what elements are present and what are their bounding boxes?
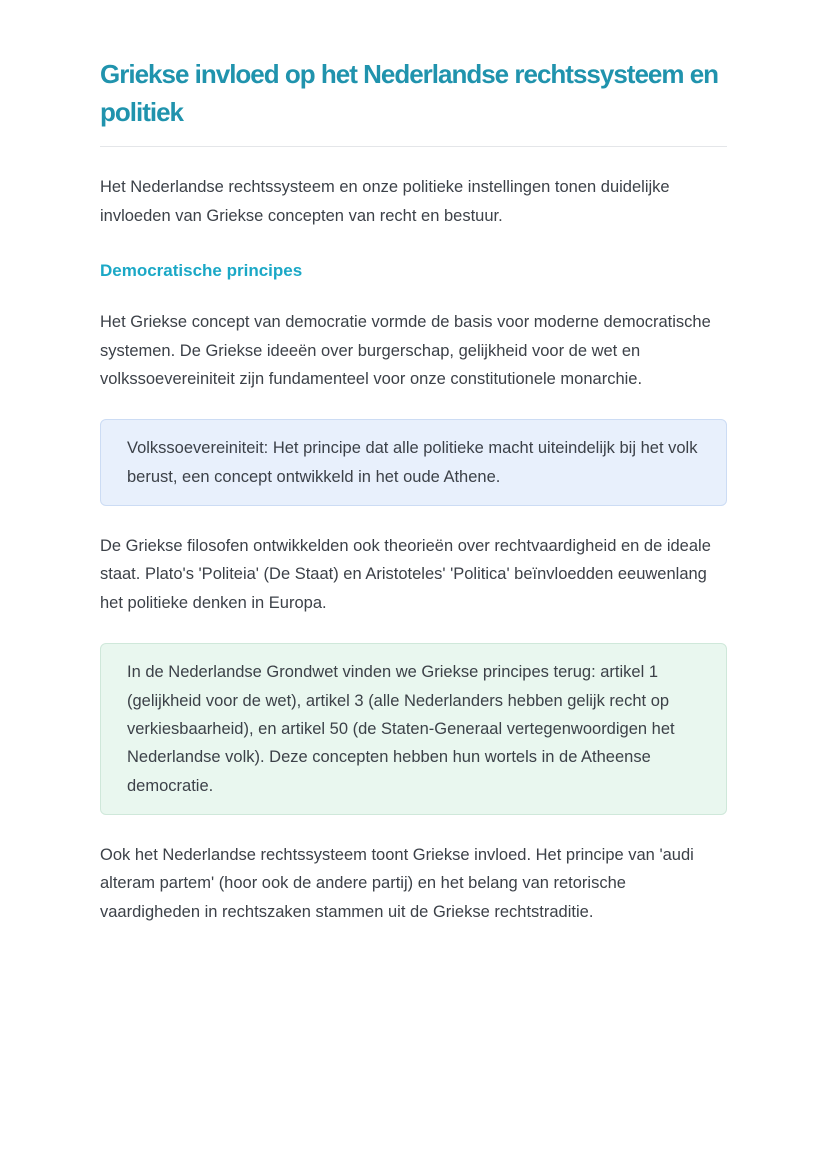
section-heading-democratische-principes: Democratische principes <box>100 261 303 281</box>
page-title: Griekse invloed op het Nederlandse rechtssysteem en politiek <box>100 59 719 127</box>
definition-callout <box>100 419 727 506</box>
intro-paragraph: Het Nederlandse rechtssysteem en onze politieke instellingen tonen duidelijke invloeden van Griekse concepten van recht en bestuur. <box>100 178 670 225</box>
grondwet-callout <box>100 643 727 815</box>
democracy-paragraph: Het Griekse concept van democratie vormde de basis voor moderne democratische systemen. De Griekse ideeën over burgerschap, gelijkheid voor de wet en volkssoevereiniteit zijn fundamenteel voor onze constitutionele monarchie. <box>100 313 711 388</box>
philosophers-paragraph: De Griekse filosofen ontwikkelden ook theorieën over rechtvaardigheid en de ideale staat. Plato's 'Politeia' (De Staat) en Aristoteles' 'Politica' beïnvloedden eeuwenlang het politieke denken in Europa. <box>100 537 711 612</box>
title-divider <box>100 146 727 147</box>
definition-callout-text: Volkssoevereiniteit: Het principe dat alle politieke macht uiteindelijk bij het volk berust, een concept ontwikkeld in het oude Athene. <box>127 439 698 486</box>
legal-paragraph: Ook het Nederlandse rechtssysteem toont Griekse invloed. Het principe van 'audi alteram partem' (hoor ook de andere partij) en het belang van retorische vaardigheden in rechtszaken stammen uit de Griekse rechtstraditie. <box>100 846 694 921</box>
grondwet-callout-text: In de Nederlandse Grondwet vinden we Griekse principes terug: artikel 1 (gelijkheid voor de wet), artikel 3 (alle Nederlanders hebben gelijk recht op verkiesbaarheid), en artikel 50 (de Staten-Generaal vertegenwoordigen het Nederlandse volk). Deze concepten hebben hun wortels in de Atheense democratie. <box>127 663 675 795</box>
